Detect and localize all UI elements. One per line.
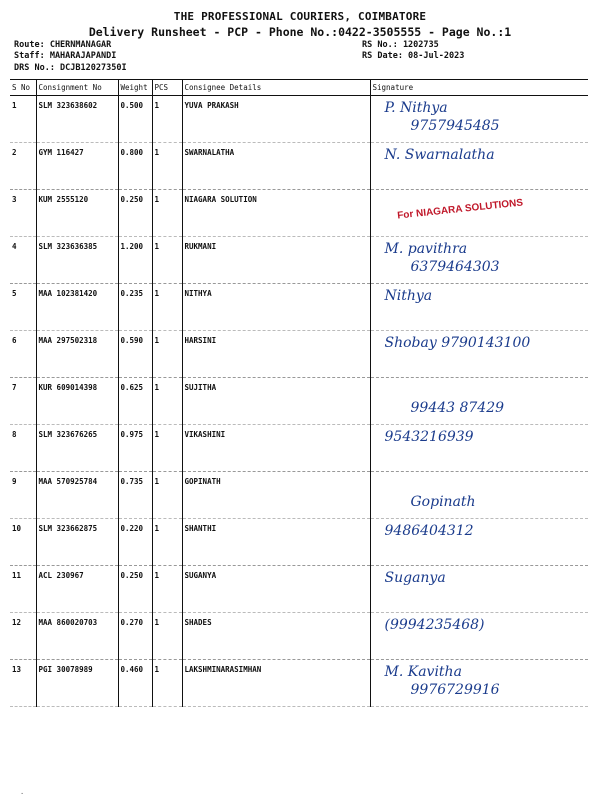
- cell-weight: 0.800: [118, 143, 152, 190]
- table-row: [10, 143, 588, 190]
- cell-weight: 0.625: [118, 378, 152, 425]
- cell-consignee: RUKMANI: [182, 237, 370, 284]
- runsheet-subtitle: Delivery Runsheet - PCP - Phone No.:0422-3505555 - Page No.:1: [88, 25, 512, 39]
- cell-cno: SLM 323638602: [36, 96, 118, 143]
- cell-cno: SLM 323676265: [36, 425, 118, 472]
- staff-label: Staff: MAHARAJAPANDI: [14, 51, 117, 61]
- handwritten-signature: Shobay 9790143100: [384, 335, 531, 351]
- table-row: [10, 425, 588, 472]
- cell-weight: 0.250: [118, 566, 152, 613]
- cell-pcs: 1: [152, 613, 182, 660]
- cell-consignee: YUVA PRAKASH: [182, 96, 370, 143]
- cell-consignee: SUGANYA: [182, 566, 370, 613]
- runsheet-table: [10, 79, 588, 707]
- column-header: Weight: [118, 80, 152, 96]
- handwritten-signature: M. Kavitha: [384, 664, 462, 680]
- cell-sno: 1: [10, 96, 36, 143]
- table-row: [10, 378, 588, 425]
- cell-consignee: VIKASHINI: [182, 425, 370, 472]
- rs-number: RS No.: 1202735: [362, 40, 439, 50]
- cell-consignee: HARSINI: [182, 331, 370, 378]
- cell-sno: 8: [10, 425, 36, 472]
- handwritten-phone: 9757945485: [410, 118, 500, 134]
- column-header: PCS: [152, 80, 182, 96]
- drs-number: DRS No.: DCJB12027350I: [14, 63, 127, 73]
- cell-weight: 0.500: [118, 96, 152, 143]
- cell-consignee: LAKSHMINARASIMHAN: [182, 660, 370, 707]
- cell-sno: 2: [10, 143, 36, 190]
- cell-sno: 3: [10, 190, 36, 237]
- table-row: [10, 96, 588, 143]
- cell-sno: 6: [10, 331, 36, 378]
- cell-consignee: SHADES: [182, 613, 370, 660]
- cell-cno: PGI 30078989: [36, 660, 118, 707]
- signature-cell: [370, 143, 588, 190]
- table-row: [10, 190, 588, 237]
- cell-sno: 9: [10, 472, 36, 519]
- handwritten-phone: 99443 87429: [410, 400, 505, 416]
- table-row: [10, 237, 588, 284]
- handwritten-phone: 9976729916: [410, 682, 500, 698]
- cell-cno: MAA 102381420: [36, 284, 118, 331]
- table-row: [10, 284, 588, 331]
- column-header: Consignment No: [36, 80, 118, 96]
- cell-weight: 0.460: [118, 660, 152, 707]
- cell-weight: 0.590: [118, 331, 152, 378]
- runsheet-title: THE PROFESSIONAL COURIERS, COIMBATORE: [173, 10, 427, 23]
- column-header: Consignee Details: [182, 80, 370, 96]
- handwritten-signature: 9486404312: [384, 523, 474, 539]
- table-row: [10, 331, 588, 378]
- signature-cell: [370, 331, 588, 378]
- cell-pcs: 1: [152, 472, 182, 519]
- page-mark: ·: [20, 790, 25, 798]
- cell-consignee: SWARNALATHA: [182, 143, 370, 190]
- cell-cno: MAA 297502318: [36, 331, 118, 378]
- handwritten-signature: (9994235468): [384, 617, 485, 633]
- cell-cno: SLM 323636385: [36, 237, 118, 284]
- table-row: [10, 613, 588, 660]
- cell-cno: ACL 230967: [36, 566, 118, 613]
- column-header: Signature: [370, 80, 588, 96]
- cell-pcs: 1: [152, 190, 182, 237]
- cell-pcs: 1: [152, 660, 182, 707]
- cell-sno: 11: [10, 566, 36, 613]
- handwritten-signature: Suganya: [384, 570, 446, 586]
- table-row: [10, 660, 588, 707]
- cell-weight: 0.220: [118, 519, 152, 566]
- cell-sno: 5: [10, 284, 36, 331]
- cell-consignee: GOPINATH: [182, 472, 370, 519]
- cell-sno: 13: [10, 660, 36, 707]
- cell-pcs: 1: [152, 519, 182, 566]
- cell-weight: 0.735: [118, 472, 152, 519]
- cell-consignee: SHANTHI: [182, 519, 370, 566]
- route-label: Route: CHERNMANAGAR: [14, 40, 112, 50]
- cell-weight: 1.200: [118, 237, 152, 284]
- table-row: [10, 519, 588, 566]
- signature-cell: [370, 378, 588, 425]
- cell-sno: 12: [10, 613, 36, 660]
- cell-consignee: NITHYA: [182, 284, 370, 331]
- cell-consignee: NIAGARA SOLUTION: [182, 190, 370, 237]
- cell-weight: 0.235: [118, 284, 152, 331]
- handwritten-signature: 9543216939: [384, 429, 474, 445]
- cell-sno: 10: [10, 519, 36, 566]
- cell-cno: GYM 116427: [36, 143, 118, 190]
- table-body: [10, 96, 588, 707]
- cell-pcs: 1: [152, 284, 182, 331]
- cell-pcs: 1: [152, 96, 182, 143]
- handwritten-signature: N. Swarnalatha: [384, 147, 495, 163]
- cell-cno: SLM 323662875: [36, 519, 118, 566]
- handwritten-signature: P. Nithya: [384, 100, 448, 116]
- cell-pcs: 1: [152, 237, 182, 284]
- table-row: [10, 566, 588, 613]
- table-header-row: [10, 80, 588, 96]
- rs-date: RS Date: 08-Jul-2023: [362, 51, 465, 61]
- signature-cell: [370, 613, 588, 660]
- signature-cell: [370, 566, 588, 613]
- signature-cell: [370, 519, 588, 566]
- handwritten-phone: Gopinath: [410, 494, 476, 510]
- cell-cno: MAA 570925784: [36, 472, 118, 519]
- signature-cell: [370, 96, 588, 143]
- cell-pcs: 1: [152, 378, 182, 425]
- cell-cno: KUR 609014398: [36, 378, 118, 425]
- signature-cell: [370, 284, 588, 331]
- handwritten-signature: Nithya: [384, 288, 433, 304]
- column-header: S No: [10, 80, 36, 96]
- cell-weight: 0.250: [118, 190, 152, 237]
- signature-cell: [370, 660, 588, 707]
- cell-sno: 4: [10, 237, 36, 284]
- cell-cno: KUM 2555120: [36, 190, 118, 237]
- signature-cell: [370, 472, 588, 519]
- handwritten-signature: M. pavithra: [384, 241, 468, 257]
- cell-pcs: 1: [152, 331, 182, 378]
- cell-consignee: SUJITHA: [182, 378, 370, 425]
- signature-cell: [370, 425, 588, 472]
- company-stamp: For NIAGARA SOLUTIONS: [396, 197, 524, 222]
- cell-cno: MAA 860020703: [36, 613, 118, 660]
- cell-weight: 0.975: [118, 425, 152, 472]
- table-row: [10, 472, 588, 519]
- cell-weight: 0.270: [118, 613, 152, 660]
- signature-cell: [370, 190, 588, 237]
- cell-pcs: 1: [152, 425, 182, 472]
- handwritten-phone: 6379464303: [410, 259, 500, 275]
- signature-cell: [370, 237, 588, 284]
- cell-sno: 7: [10, 378, 36, 425]
- cell-pcs: 1: [152, 143, 182, 190]
- cell-pcs: 1: [152, 566, 182, 613]
